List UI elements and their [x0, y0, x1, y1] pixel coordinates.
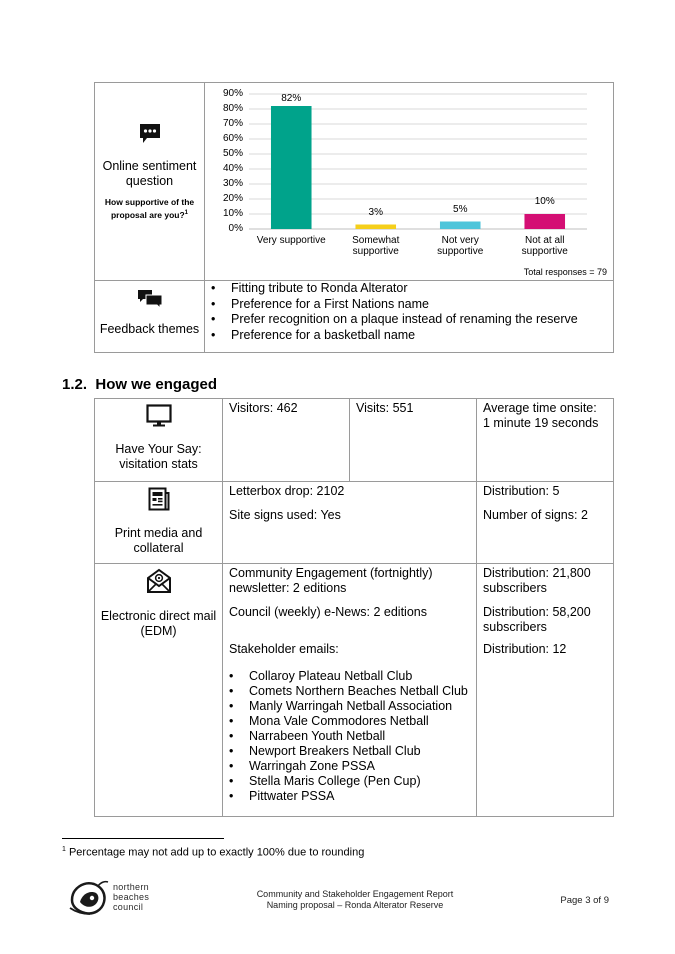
y-tick-label: 30%: [222, 178, 243, 189]
y-tick-label: 50%: [222, 148, 243, 159]
print-label: Print media and collateral: [114, 526, 203, 555]
visits-value: Visits: 551: [356, 401, 414, 415]
list-item: • Preference for a basketball name: [205, 328, 613, 344]
have-your-say-label: Have Your Say: visitation stats: [115, 442, 202, 471]
have-your-say-label-cell: [95, 399, 223, 482]
avg-time-value: Average time onsite: 1 minute 19 seconds: [483, 401, 599, 430]
visitors-cell: [223, 399, 350, 482]
edm-dist-cell: [477, 564, 614, 817]
chart-cell: [205, 83, 614, 281]
data-label: 10%: [534, 196, 555, 207]
list-item: • Fitting tribute to Ronda Alterator: [205, 281, 613, 297]
enews-distribution-value: Distribution: 58,200 subscribers: [483, 605, 591, 634]
edm-values-cell: [223, 564, 477, 817]
print-dist-cell: [477, 482, 614, 564]
list-item: • Collaroy Plateau Netball Club: [223, 669, 476, 684]
newspaper-icon: [148, 487, 170, 511]
conversation-icon: [137, 289, 163, 309]
newsletter-value: Community Engagement (fortnightly) newsletter: 2 editions: [229, 566, 433, 595]
list-item: • Prefer recognition on a plaque instead of renaming the reserve: [205, 312, 613, 328]
print-values-cell: [223, 482, 477, 564]
y-tick-label: 20%: [222, 193, 243, 204]
list-item: • Warringah Zone PSSA: [223, 759, 476, 774]
x-tick-label: Not very supportive: [437, 235, 484, 257]
edm-label-cell: [95, 564, 223, 817]
visitors-value: Visitors: 462: [229, 401, 298, 415]
y-tick-label: 70%: [222, 118, 243, 129]
list-item: • Pittwater PSSA: [223, 789, 476, 804]
bar: [440, 222, 481, 230]
enews-value: Council (weekly) e-News: 2 editions: [229, 605, 427, 619]
sentiment-chart: [205, 83, 613, 279]
feedback-label-cell: [95, 281, 205, 353]
table-row: [95, 399, 614, 482]
letterbox-value: Letterbox drop: 2102: [229, 484, 345, 498]
stakeholder-label: Stakeholder emails:: [229, 642, 339, 656]
x-tick-label: Somewhat supportive: [352, 235, 400, 257]
signs-value: Site signs used: Yes: [229, 508, 341, 522]
y-tick-label: 40%: [222, 163, 243, 174]
monitor-icon: [146, 404, 172, 428]
sentiment-title: Online sentiment question: [102, 159, 197, 188]
data-label: 3%: [368, 206, 383, 218]
bar: [524, 214, 565, 229]
section-heading: 1.2. How we engaged: [62, 376, 218, 393]
x-tick-label: Not at all supportive: [521, 235, 568, 257]
footnote: $^1$ Percentage may not add up to exactly 100% due to rounding: [62, 846, 365, 859]
email-envelope-icon: [146, 568, 172, 594]
feedback-row: [95, 281, 614, 353]
engagement-table: [94, 398, 614, 817]
data-label: 82%: [281, 93, 302, 104]
edm-label: Electronic direct mail (EDM): [100, 609, 217, 638]
list-item: • Preference for a First Nations name: [205, 297, 613, 313]
list-item: • Manly Warringah Netball Association: [223, 699, 476, 714]
x-tick-label: Very supportive: [256, 235, 326, 246]
data-label: 5%: [453, 203, 468, 215]
council-logo-icon: [68, 878, 110, 918]
feedback-title: Feedback themes: [99, 322, 200, 336]
list-item: • Narrabeen Youth Netball: [223, 729, 476, 744]
list-item: • Stella Maris College (Pen Cup): [223, 774, 476, 789]
print-distribution-value: Distribution: 5: [483, 484, 560, 498]
y-tick-label: 10%: [222, 208, 243, 219]
list-item: • Mona Vale Commodores Netball: [223, 714, 476, 729]
footer-report-title: Community and Stakeholder Engagement Report Naming proposal – Ronda Alterator Reserve: [256, 889, 454, 910]
bar: [355, 225, 396, 230]
y-tick-label: 60%: [222, 133, 243, 144]
print-label-cell: [95, 482, 223, 564]
avg-time-cell: [477, 399, 614, 482]
sentiment-table: [94, 82, 614, 353]
total-responses-label: Total responses = 79: [523, 267, 607, 277]
stakeholder-distribution-value: Distribution: 12: [483, 642, 567, 656]
newsletter-distribution-value: Distribution: 21,800 subscribers: [483, 566, 591, 595]
council-logo-text: northern beaches council: [113, 882, 150, 912]
visits-cell: [350, 399, 477, 482]
table-row: [95, 482, 614, 564]
y-tick-label: 90%: [222, 88, 243, 99]
page-number: Page 3 of 9: [560, 895, 609, 906]
list-item: • Newport Breakers Netball Club: [223, 744, 476, 759]
table-row: [95, 564, 614, 817]
feedback-list: [205, 281, 613, 343]
sentiment-label-cell: [95, 83, 205, 281]
footnote-rule: [62, 838, 224, 839]
y-tick-label: 0%: [228, 223, 243, 234]
y-tick-label: 80%: [222, 103, 243, 114]
stakeholder-list: [223, 669, 476, 804]
sentiment-question: How supportive of the proposal are you?$^1$: [104, 197, 195, 220]
feedback-list-cell: [205, 281, 614, 353]
bar: [271, 106, 312, 229]
speech-bubble-icon: [139, 123, 161, 145]
num-signs-value: Number of signs: 2: [483, 508, 588, 522]
sentiment-row: [95, 83, 614, 281]
list-item: • Comets Northern Beaches Netball Club: [223, 684, 476, 699]
